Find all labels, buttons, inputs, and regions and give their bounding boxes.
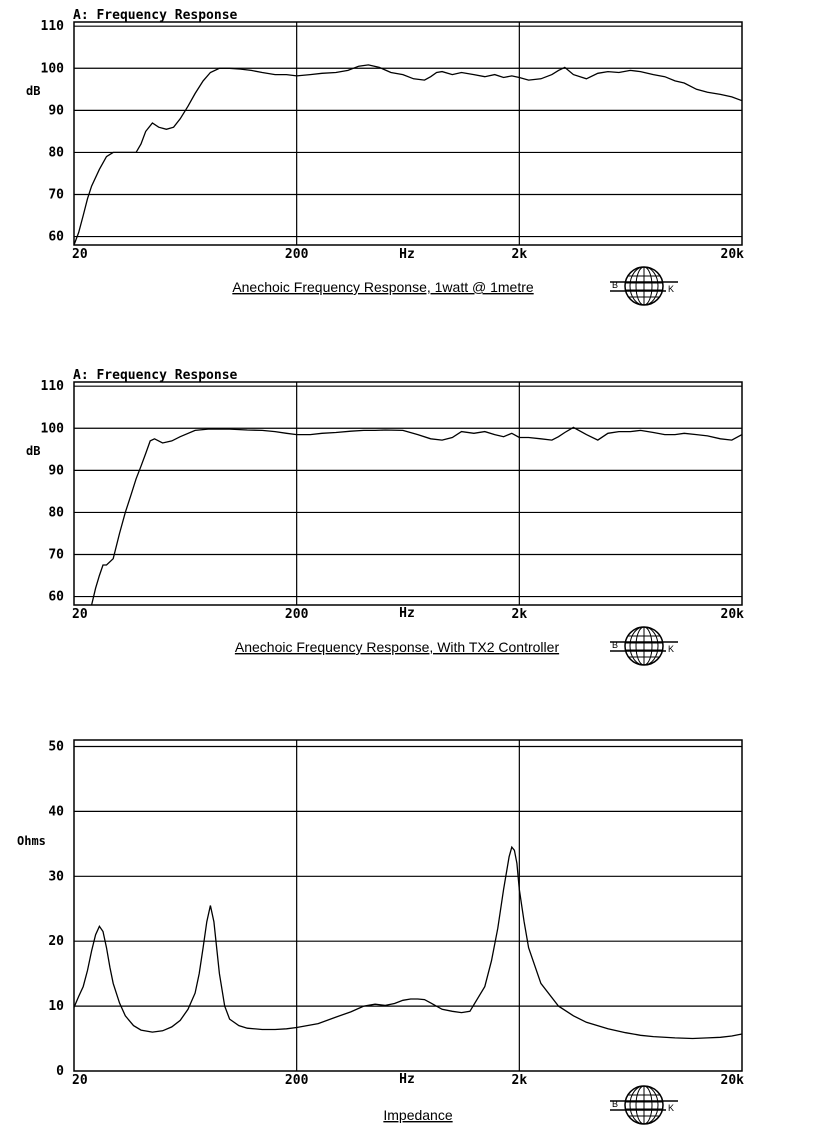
y-tick-label: 80 xyxy=(48,145,64,161)
chart-caption: Anechoic Frequency Response, 1watt @ 1metre xyxy=(232,279,534,295)
x-tick-label: 200 xyxy=(284,607,309,622)
x-tick-label: 20 xyxy=(72,247,88,262)
y-tick-label: 0 xyxy=(56,1064,64,1079)
impedance-chart xyxy=(17,739,744,1124)
chart-title: A: Frequency Response xyxy=(73,8,238,23)
plot-frame xyxy=(74,382,742,605)
x-tick-label: 20k xyxy=(720,247,744,262)
frequency-response-tx2-line xyxy=(92,427,742,605)
brand-logo xyxy=(610,627,678,665)
logo-letter-left: B xyxy=(612,280,619,290)
y-tick-label: 60 xyxy=(48,589,64,605)
y-tick-label: 40 xyxy=(48,804,64,820)
x-tick-label: 200 xyxy=(284,1073,309,1088)
chart-caption: Anechoic Frequency Response, With TX2 Controller xyxy=(234,639,560,655)
y-tick-label: 10 xyxy=(48,999,64,1015)
y-tick-label: 60 xyxy=(48,229,64,245)
y-tick-label: 20 xyxy=(48,934,64,950)
frequency-response-line xyxy=(74,65,742,245)
x-tick-label: 20k xyxy=(720,1073,744,1088)
y-axis-label: Ohms xyxy=(17,834,46,848)
logo-letter-right: K xyxy=(668,1103,675,1113)
y-tick-label: 90 xyxy=(48,463,64,479)
y-tick-label: 50 xyxy=(48,739,64,755)
y-tick-label: 100 xyxy=(40,421,64,437)
chart-title: A: Frequency Response xyxy=(73,368,238,383)
x-axis-label: Hz xyxy=(399,1072,415,1087)
x-axis-label: Hz xyxy=(399,247,415,262)
y-axis-label: dB xyxy=(26,84,41,98)
x-tick-label: 2k xyxy=(511,607,528,622)
plot-frame xyxy=(74,740,742,1071)
logo-letter-right: K xyxy=(668,284,675,294)
frequency-response-tx2-chart xyxy=(26,368,744,665)
logo-letter-right: K xyxy=(668,644,675,654)
frequency-response-chart xyxy=(26,8,744,305)
x-tick-label: 200 xyxy=(284,247,309,262)
x-tick-label: 20 xyxy=(72,1073,88,1088)
x-tick-label: 2k xyxy=(511,247,528,262)
x-tick-label: 2k xyxy=(511,1073,528,1088)
y-tick-label: 90 xyxy=(48,103,64,119)
y-tick-label: 70 xyxy=(48,187,64,203)
y-tick-label: 30 xyxy=(48,869,64,885)
chart-caption: Impedance xyxy=(383,1107,453,1123)
brand-logo xyxy=(610,1086,678,1124)
x-axis-label: Hz xyxy=(399,606,415,621)
plot-frame xyxy=(74,22,742,245)
logo-letter-left: B xyxy=(612,1099,619,1109)
logo-letter-left: B xyxy=(612,640,619,650)
y-tick-label: 80 xyxy=(48,505,64,521)
y-tick-label: 100 xyxy=(40,61,64,77)
y-tick-label: 70 xyxy=(48,547,64,563)
y-tick-label: 110 xyxy=(40,19,64,35)
brand-logo xyxy=(610,267,678,305)
y-tick-label: 110 xyxy=(40,379,64,395)
x-tick-label: 20k xyxy=(720,607,744,622)
y-axis-label: dB xyxy=(26,444,41,458)
x-tick-label: 20 xyxy=(72,607,88,622)
